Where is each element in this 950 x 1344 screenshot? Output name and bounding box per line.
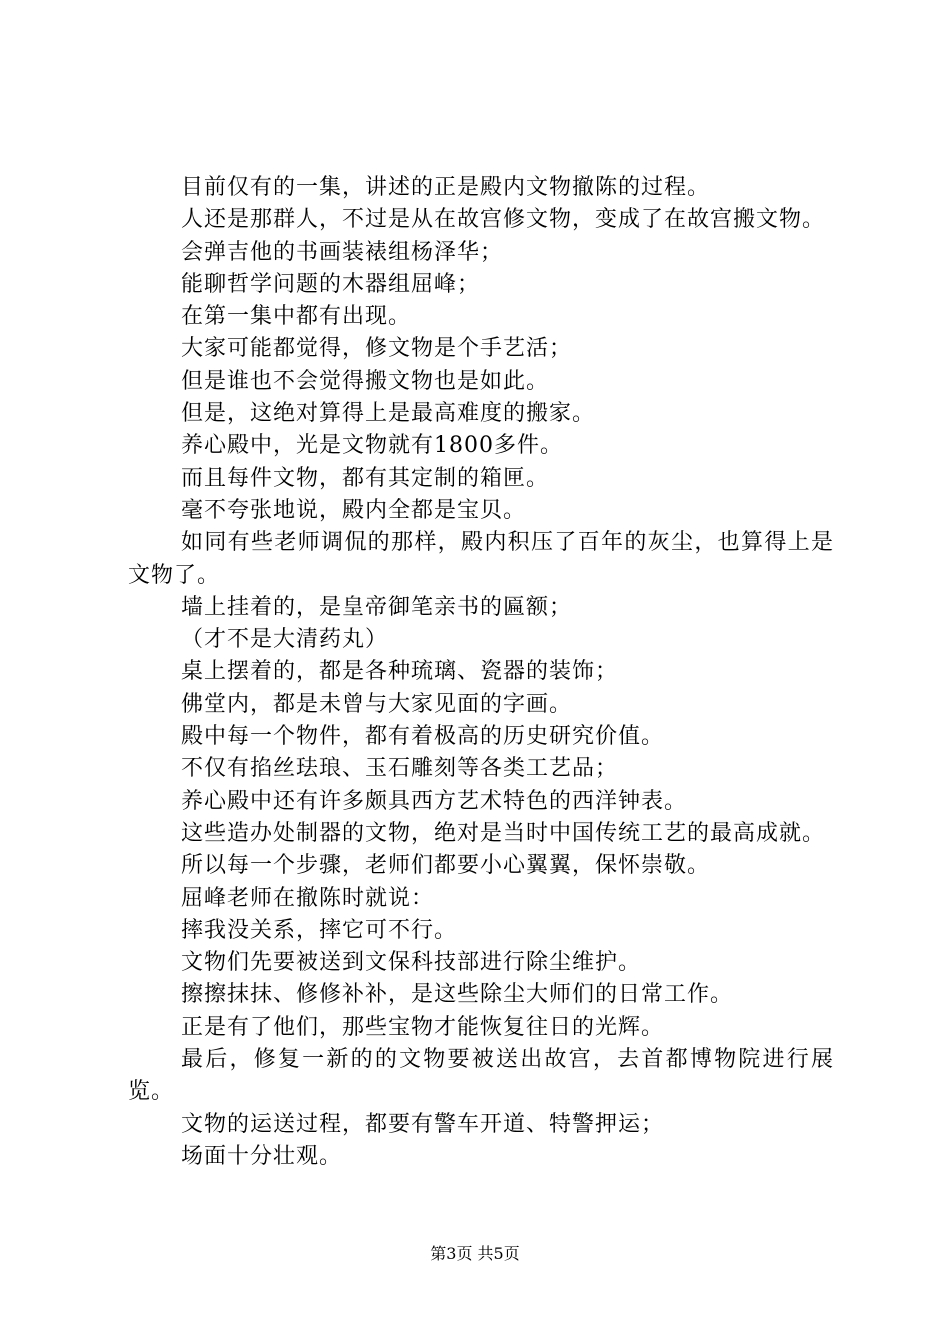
paragraph: 养心殿中还有许多颇具西方艺术特色的西洋钟表。 [181, 788, 688, 814]
paragraph: 殿中每一个物件，都有着极高的历史研究价值。 [181, 724, 665, 750]
paragraph: （才不是大清药丸） [181, 627, 389, 653]
paragraph: 在第一集中都有出现。 [181, 304, 412, 330]
paragraph: 最后，修复一新的的文物要被送出故宫，去首都博物院进行展览。 [128, 1047, 834, 1105]
paragraph: 正是有了他们，那些宝物才能恢复往日的光辉。 [181, 1014, 665, 1040]
page-number-footer: 第3页 共5页 [430, 1244, 520, 1263]
paragraph: 大家可能都觉得，修文物是个手艺活； [181, 336, 573, 362]
paragraph: 文物们先要被送到文保科技部进行除尘维护。 [181, 950, 642, 976]
paragraph: 养心殿中，光是文物就有1800多件。 [181, 433, 563, 459]
body-text [128, 172, 834, 1173]
paragraph: 而且每件文物，都有其定制的箱匣。 [181, 465, 550, 491]
paragraph: 场面十分壮观。 [181, 1143, 343, 1169]
paragraph: 屈峰老师在撤陈时就说： [181, 885, 435, 911]
paragraph: 文物的运送过程，都要有警车开道、特警押运； [181, 1111, 665, 1137]
paragraph: 擦擦抹抹、修修补补，是这些除尘大师们的日常工作。 [181, 982, 734, 1008]
paragraph: 如同有些老师调侃的那样，殿内积压了百年的灰尘，也算得上是文物了。 [128, 530, 834, 588]
paragraph: 会弹吉他的书画装裱组杨泽华； [181, 239, 504, 265]
paragraph: 能聊哲学问题的木器组屈峰； [181, 271, 481, 297]
paragraph: 毫不夸张地说，殿内全都是宝贝。 [181, 497, 527, 523]
paragraph: 摔我没关系，摔它可不行。 [181, 917, 458, 943]
paragraph: 目前仅有的一集，讲述的正是殿内文物撤陈的过程。 [181, 175, 711, 200]
paragraph: 这些造办处制器的文物，绝对是当时中国传统工艺的最高成就。 [181, 820, 826, 846]
paragraph: 墙上挂着的，是皇帝御笔亲书的匾额； [181, 594, 573, 620]
paragraph: 桌上摆着的，都是各种琉璃、瓷器的装饰； [181, 659, 619, 685]
paragraph: 但是谁也不会觉得搬文物也是如此。 [181, 368, 550, 394]
paragraph: 佛堂内，都是未曾与大家见面的字画。 [181, 691, 573, 717]
paragraph: 所以每一个步骤，老师们都要小心翼翼，保怀崇敬。 [181, 853, 711, 879]
paragraph: 人还是那群人，不过是从在故宫修文物，变成了在故宫搬文物。 [181, 207, 826, 233]
paragraph: 但是，这绝对算得上是最高难度的搬家。 [181, 401, 596, 427]
paragraph: 不仅有掐丝珐琅、玉石雕刻等各类工艺品； [181, 756, 619, 782]
